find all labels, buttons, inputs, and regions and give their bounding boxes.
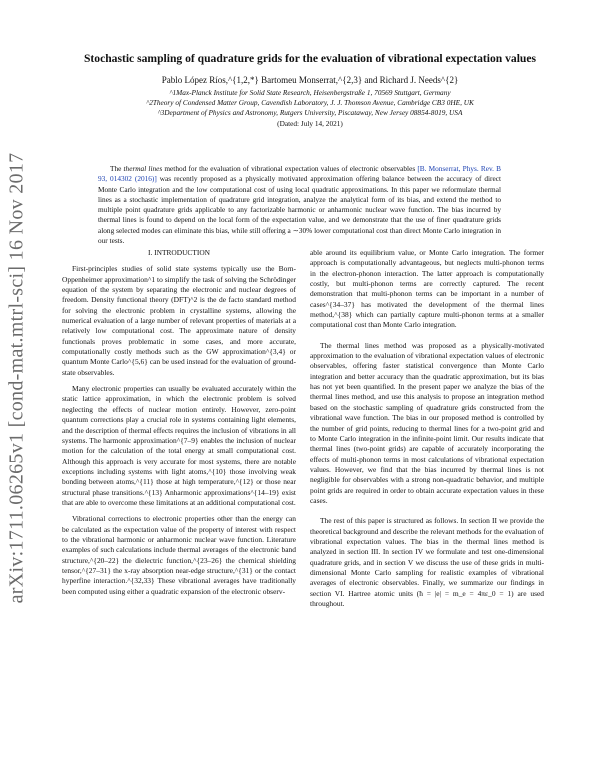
author-list: Pablo López Ríos,^{1,2,*} Bartomeu Monserrat,^{2,3} and Richard J. Needs^{2} [161,75,459,85]
arxiv-identifier: arXiv:1711.06265v1 [cond-mat.mtrl-sci] 16 Nov 2017 [5,152,28,603]
abstract-emphasis: thermal lines [123,164,163,173]
abstract: The thermal lines method for the evaluation of vibrational expectation values of electronic observables [B. Monserrat, Phys. Rev. B 93, 014302 (2016)] was recently proposed as a physically motivated approximation offering balance between the accuracy of direct Monte Carlo integration and the low computational cost of using local quadratic approximations. In this paper we reformulate thermal lines as a stochastic implementation of quadrature grid integration, analyze the analytical form of its bias, and extend the method to multiple point quadrature grids applicable to any factorizable harmonic or anharmonic nuclear wave function. The bias incurred by thermal lines is found to depend on the local form of the expectation value, and we demonstrate that the use of finer quadrature grids along selected modes can eliminate this bias, while still offering a ∼30% lower computational cost than direct Monte Carlo integration in our tests. [98,164,501,246]
abstract-citation-link[interactable]: [B. Monserrat, Phys. Rev. B 93, 014302 (2016)] [98,164,501,184]
affiliation-1: ^1Max-Planck Institute for Solid State Research, Heisenbergstraße 1, 70569 Stuttgart, Germany [169,88,451,97]
paragraph: The rest of this paper is structured as follows. In section II we provide the theoretical background and describe the relevant methods for the evaluation of vibrational expectation values. The bias in the thermal lines method is analyzed in section III. In section IV we formulate and test one-dimensional quadrature grids, and in section V we discuss the use of these grids in multi-dimensional Monte Carlo sampling for realistic examples of vibrational averages of electronic observables. Finally, we summarize our findings in section VI. Hartree atomic units (ħ = |e| = m_e = 4πε_0 = 1) are used throughout. [310,516,544,608]
right-column [310,248,544,609]
paragraph: Many electronic properties can usually be evaluated accurately within the static lattice approximation, in which the electronic problem is solved neglecting the effects of nuclear motion entirely. However, zero-point quantum corrections play a crucial role in systems containing light elements, and the description of thermal effects requires the inclusion of vibrations in all systems. The harmonic approximation^{7–9} enables the inclusion of nuclear motion for the calculation of the total energy at small computational cost. Although this approach is very accurate for most systems, there are notable exceptions including systems with light atoms,^{10} those involving weak bonding between atoms,^{11} those at high temperature,^{12} or those near structural phase transitions.^{13} Anharmonic approximations^{14–19} exist that are able to overcome these limitations at an additional computational cost. [62,384,296,507]
paragraph: able around its equilibrium value, or Monte Carlo integration. The former approach is computationally advantageous, but neglects multi-phonon terms in the electron-phonon interaction. The latter approach is computationally costly, but multi-phonon terms are correctly captured. The recent demonstration that multi-phonon terms can be important in a number of cases^{34–37} has motivated the development of the thermal lines method,^{38} which can partially capture multi-phonon terms at a smaller computational cost than Monte Carlo integration. [310,248,544,330]
paper-title: Stochastic sampling of quadrature grids for the evaluation of vibrational expectation values [83,52,537,65]
paragraph: Vibrational corrections to electronic properties other than the energy can be calculated as the expectation value of the property of interest with respect to the vibrational harmonic or anharmonic nuclear wave function. Literature examples of such calculations include thermal averages of the electronic band structure,^{20–22} the dielectric function,^{23–26} the chemical shielding tensor,^{27–31} the x-ray absorption near-edge structure,^{31} or the contact hyperfine interaction.^{32,33} These vibrational averages have traditionally been computed using either a quadratic expansion of the electronic observ- [62,514,296,596]
section-heading: I. INTRODUCTION [148,248,210,257]
left-column [62,248,296,597]
paragraph: The thermal lines method was proposed as a physically-motivated approximation to the evaluation of vibrational expectation values of electronic observables, offering faster statistical convergence than Monte Carlo integration and better accuracy than the quadratic approximation, but its bias has not yet been quantified. In the present paper we analyze the bias of the thermal lines method, and use this analysis to propose an integration method based on the stochastic sampling of quadrature grids constructed from the vibrational wave function. The bias in our proposed method is controlled by the number of grid points, reducing to thermal lines for a two-point grid and to Monte Carlo integration in the infinite-point limit. Our results indicate that thermal lines (two-point grids) are capable of accurately incorporating the effects of multi-phonon terms in most calculations of vibrational expectation values. However, we find that the bias incurred by thermal lines is not negligible for observables with a strong non-quadratic behavior, and multiple point grids are required in order to obtain accurate expectation values in these cases. [310,340,544,505]
affiliation-2: ^2Theory of Condensed Matter Group, Cavendish Laboratory, J. J. Thomson Avenue, Cambridge CB3 0HE, UK [146,98,474,108]
affiliation-3: ^3Department of Physics and Astronomy, Rutgers University, Piscataway, New Jersey 08854-8019, USA [157,108,463,118]
date-line: (Dated: July 14, 2021) [277,118,343,128]
paragraph: First-principles studies of solid state systems typically use the Born-Oppenheimer approximation^1 to simplify the task of solving the Schrödinger equation of the system by separating the electronic and nuclear degrees of freedom. Density functional theory (DFT)^2 is the de facto standard method for solving the electronic problem in crystalline systems, allowing the numerical evaluation of a large number of relevant properties of materials at a relatively low computational cost. The approximate nature of density functionals proves problematic in some cases, and more accurate, computationally costly methods such as the GW approximation^{3,4} or quantum Monte Carlo^{5,6} can be used instead for the evaluation of ground-state observables. [62,264,296,377]
affiliations [60,88,560,129]
